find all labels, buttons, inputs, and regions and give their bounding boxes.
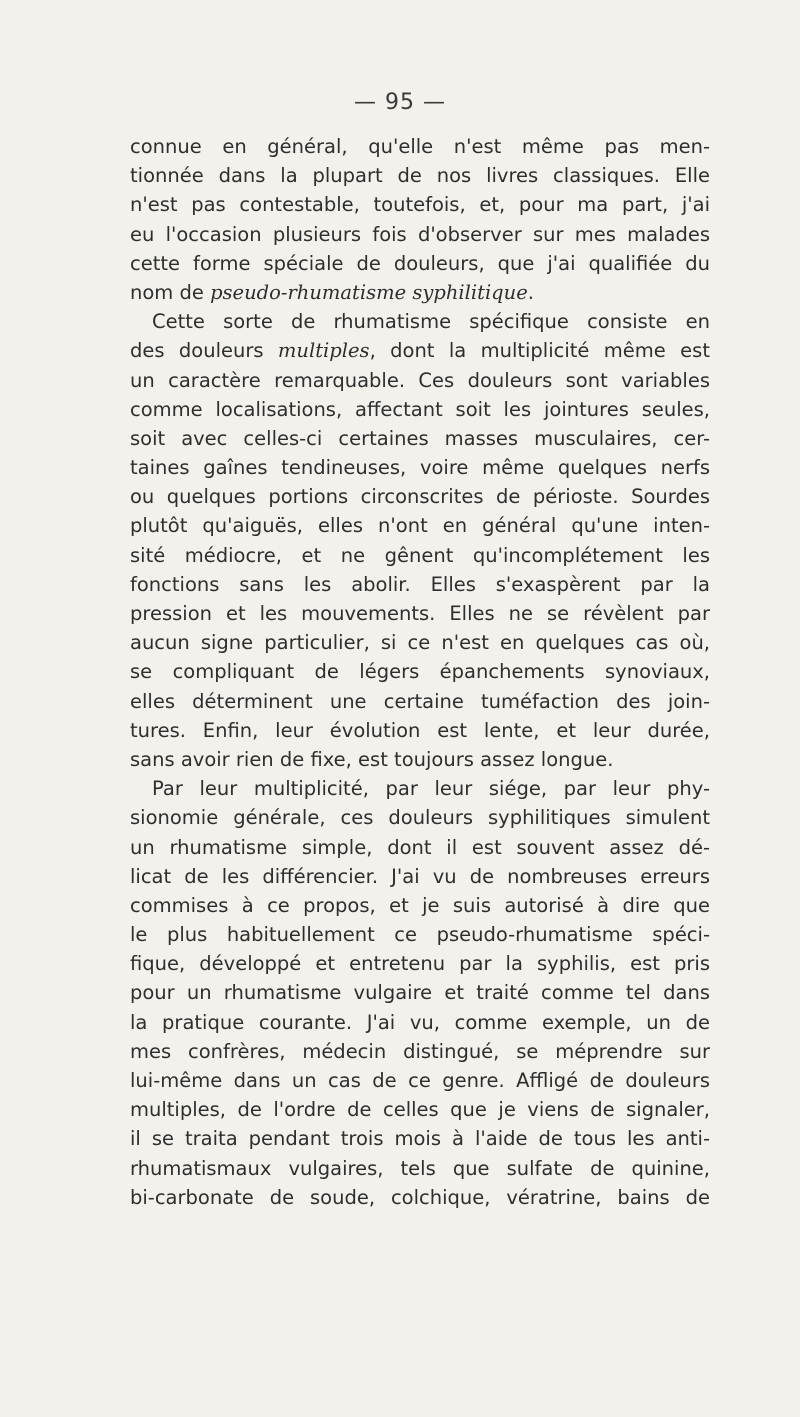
text-line — [130, 978, 710, 1007]
text-line — [130, 366, 710, 395]
text-line — [130, 1066, 710, 1095]
text-line — [130, 803, 710, 832]
text-line — [130, 745, 710, 774]
text-line — [130, 541, 710, 570]
text-segment: rhumatismaux vulgaires, tels que sulfate de quinine, — [130, 1156, 710, 1180]
text-line — [130, 1008, 710, 1037]
text-segment: mes confrères, médecin distingué, se méprendre sur — [130, 1039, 710, 1063]
text-line — [130, 657, 710, 686]
text-segment: cette forme spéciale de douleurs, que j'ai qualifiée du — [130, 251, 710, 275]
text-segment: sionomie générale, ces douleurs syphilitiques simulent — [130, 806, 710, 830]
text-line — [130, 1183, 710, 1212]
text-segment: il se traita pendant trois mois à l'aide de tous les anti- — [130, 1127, 710, 1151]
text-segment: tionnée dans la plupart de nos livres classiques. Elle — [130, 164, 710, 188]
text-segment: pour un rhumatisme vulgaire et traité comme tel dans — [130, 981, 710, 1005]
text-line — [130, 482, 710, 511]
body-text — [130, 132, 710, 1212]
text-line — [130, 307, 710, 336]
text-line — [130, 1095, 710, 1124]
text-segment: tures. Enfin, leur évolution est lente, et leur durée, — [130, 718, 710, 742]
text-line — [130, 920, 710, 949]
text-line — [130, 599, 710, 628]
text-line — [130, 1037, 710, 1066]
text-line — [130, 833, 710, 862]
text-segment: Cette sorte de rhumatisme spécifique consiste en — [152, 310, 710, 334]
text-line — [130, 220, 710, 249]
text-segment: le plus habituellement ce pseudo-rhumatisme spéci- — [130, 923, 710, 947]
italic-text: multiples — [277, 339, 370, 363]
text-line — [130, 278, 710, 307]
text-segment: pression et les mouvements. Elles ne se révèlent par — [130, 602, 710, 625]
text-line — [130, 424, 710, 453]
text-segment: commises à ce propos, et je suis autorisé à dire que — [130, 893, 710, 917]
text-segment: se compliquant de légers épanchements synoviaux, — [130, 660, 710, 684]
text-segment: multiples, de l'ordre de celles que je viens de signaler, — [130, 1098, 710, 1122]
text-line — [130, 395, 710, 424]
text-line — [130, 891, 710, 920]
text-segment: des douleurs — [130, 339, 278, 363]
text-line — [130, 336, 710, 365]
text-line — [130, 249, 710, 278]
text-segment: taines gaînes tendineuses, voire même quelques nerfs — [130, 456, 710, 480]
text-segment: sité médiocre, et ne gênent qu'incomplétement les — [130, 543, 710, 567]
text-segment: elles déterminent une certaine tuméfaction des join- — [130, 689, 710, 713]
text-segment: un rhumatisme simple, dont il est souvent assez dé- — [130, 835, 710, 859]
text-segment: la pratique courante. J'ai vu, comme exemple, un de — [130, 1010, 710, 1034]
page-number: — 95 — — [354, 90, 446, 115]
text-segment: n'est pas contestable, toutefois, et, pour ma part, j'ai — [130, 193, 710, 217]
text-segment: aucun signe particulier, si ce n'est en quelques cas où, — [130, 631, 710, 655]
text-line — [130, 511, 710, 540]
text-line — [130, 628, 710, 657]
text-line — [130, 774, 710, 803]
text-segment: Par leur multiplicité, par leur siége, par leur phy- — [152, 777, 710, 801]
text-line — [130, 716, 710, 745]
text-segment: soit avec celles-ci certaines masses musculaires, cer- — [130, 426, 710, 450]
italic-text: pseudo-rhumatisme syphilitique — [210, 280, 528, 304]
text-line — [130, 161, 710, 190]
text-line — [130, 949, 710, 978]
text-line — [130, 132, 710, 161]
text-line — [130, 453, 710, 482]
text-segment: plutôt qu'aiguës, elles n'ont en général qu'une inten- — [130, 514, 710, 538]
text-line — [130, 1154, 710, 1183]
text-line — [130, 190, 710, 219]
text-segment: lui-même dans un cas de ce genre. Affligé de douleurs — [130, 1069, 710, 1092]
text-segment: bi-carbonate de soude, colchique, vératrine, bains de — [130, 1185, 710, 1209]
text-line — [130, 1124, 710, 1153]
text-segment: nom de — [130, 280, 211, 304]
text-segment: sans avoir rien de fixe, est toujours assez longue. — [130, 747, 614, 771]
text-segment: ou quelques portions circonscrites de périoste. Sourdes — [130, 485, 710, 509]
text-segment: licat de les différencier. J'ai vu de nombreuses erreurs — [130, 864, 710, 888]
text-segment: fique, développé et entretenu par la syphilis, est pris — [130, 952, 710, 976]
text-line — [130, 862, 710, 891]
text-segment: un caractère remarquable. Ces douleurs sont variables — [130, 368, 710, 392]
text-segment: comme localisations, affectant soit les jointures seules, — [130, 397, 710, 421]
text-segment: fonctions sans les abolir. Elles s'exaspèrent par la — [130, 572, 710, 596]
text-line — [130, 687, 710, 716]
text-line — [130, 570, 710, 599]
text-segment: , dont la multiplicité même est — [369, 339, 710, 363]
text-segment: eu l'occasion plusieurs fois d'observer sur mes malades — [130, 222, 710, 246]
text-segment: . — [527, 280, 534, 304]
text-segment: connue en général, qu'elle n'est même pas men- — [130, 135, 710, 158]
